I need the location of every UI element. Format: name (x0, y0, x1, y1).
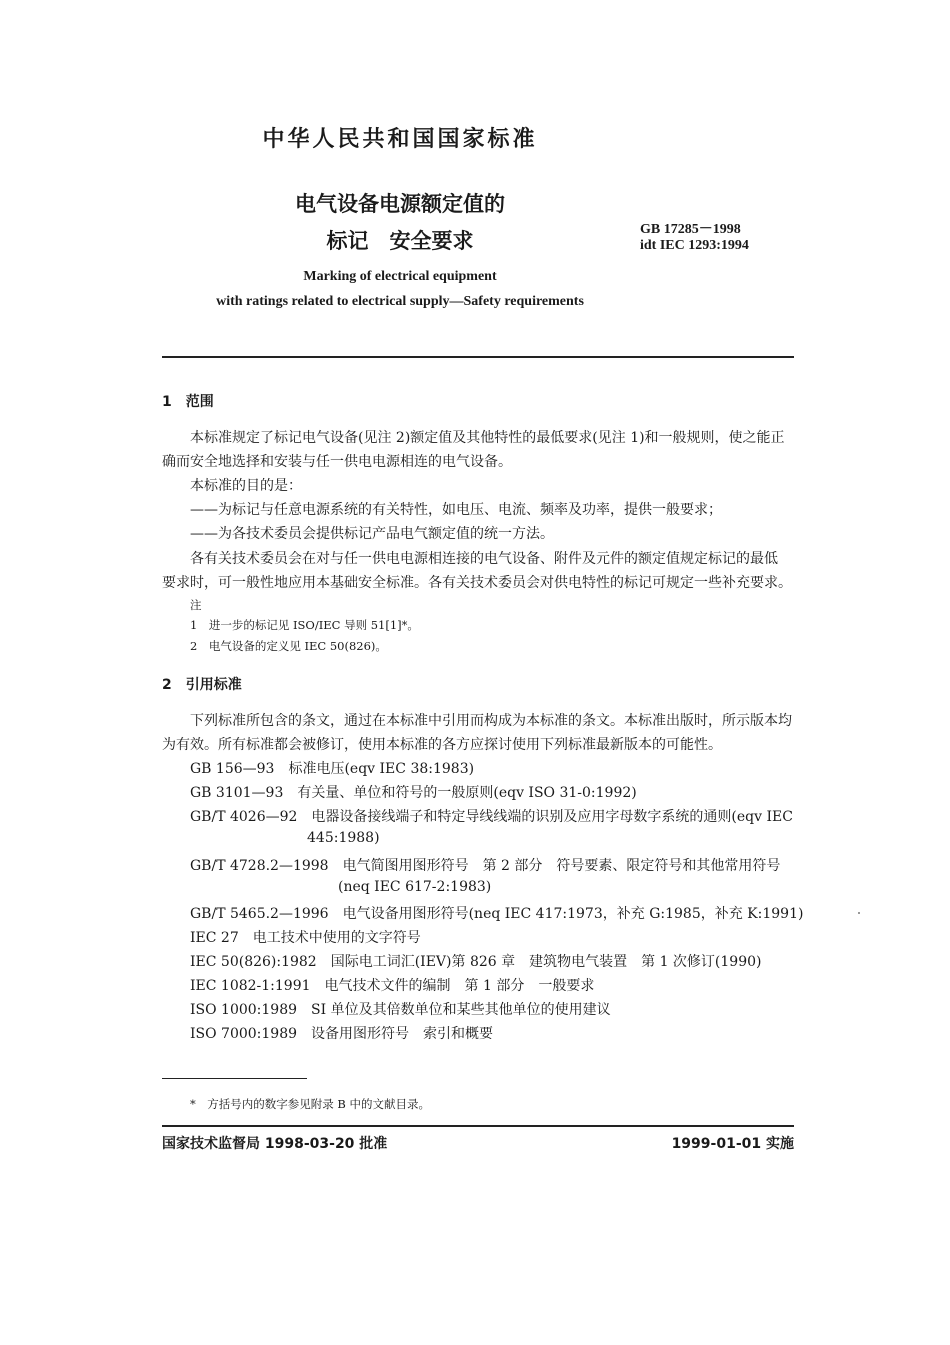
title-cn-line2: 标记 安全要求 (326, 229, 474, 253)
section2-heading: 2 引用标准 (162, 677, 242, 693)
section2-para-line2: 为有效。所有标准都会被修订，使用本标准的各方应探讨使用下列标准最新版本的可能性。 (162, 737, 722, 753)
footnote: * 方括号内的数字参见附录 B 中的文献目录。 (190, 1097, 431, 1111)
ref-iso1000: ISO 1000:1989 SI 单位及其倍数单位和某些其他单位的使用建议 (190, 1002, 611, 1018)
title-en-line2: with ratings related to electrical supply—Safety requirements (216, 294, 584, 309)
ref-gbt4026: GB/T 4026—92 电器设备接线端子和特定导线线端的识别及应用字母数字系统的通则(eqv IEC (190, 809, 793, 825)
section1-para3-line2: 要求时，可一般性地应用本基础安全标准。各有关技术委员会对供电特性的标记可规定一些补充要求。 (162, 575, 792, 591)
ref-gb156: GB 156—93 标准电压(eqv IEC 38:1983) (190, 761, 475, 777)
footer-rule (162, 1125, 794, 1127)
idt-code: idt IEC 1293:1994 (640, 238, 749, 253)
standard-type-title: 中华人民共和国国家标准 (262, 127, 538, 152)
section1-para1-line2: 确而安全地选择和安装与任一供电电源相连的电气设备。 (162, 454, 512, 470)
footnote-rule (162, 1078, 307, 1079)
speck (858, 912, 860, 914)
title-en-line1: Marking of electrical equipment (303, 269, 497, 284)
note-1: 1 进一步的标记见 ISO/IEC 导则 51[1]*。 (190, 618, 419, 632)
section1-bullet2: ——为各技术委员会提供标记产品电气额定值的统一方法。 (190, 526, 554, 542)
note-2: 2 电气设备的定义见 IEC 50(826)。 (190, 639, 387, 653)
ref-gbt5465: GB/T 5465.2—1996 电气设备用图形符号(neq IEC 417:1973，补充 G:1985，补充 K:1991) (190, 906, 804, 922)
ref-iec27: IEC 27 电工技术中使用的文字符号 (190, 930, 421, 946)
section1-heading: 1 范围 (162, 394, 214, 410)
approval-date: 国家技术监督局 1998-03-20 批准 (162, 1136, 388, 1152)
ref-gbt4728-cont: (neq IEC 617-2:1983) (338, 879, 492, 895)
ref-gb3101: GB 3101—93 有关量、单位和符号的一般原则(eqv ISO 31-0:1992) (190, 785, 637, 801)
ref-iec1082: IEC 1082-1:1991 电气技术文件的编制 第 1 部分 一般要求 (190, 978, 595, 994)
title-cn-line1: 电气设备电源额定值的 (295, 192, 505, 216)
note-label: 注 (190, 598, 202, 612)
section1-para3-line1: 各有关技术委员会在对与任一供电电源相连接的电气设备、附件及元件的额定值规定标记的最低 (190, 551, 778, 567)
gb-code: GB 17285－1998 (640, 222, 741, 237)
ref-gbt4026-cont: 445:1988) (307, 830, 380, 846)
header-rule (162, 356, 794, 358)
ref-iso7000: ISO 7000:1989 设备用图形符号 索引和概要 (190, 1026, 494, 1042)
section2-para-line1: 下列标准所包含的条文，通过在本标准中引用而构成为本标准的条文。本标准出版时，所示版本均 (190, 713, 792, 729)
section1-para1-line1: 本标准规定了标记电气设备(见注 2)额定值及其他特性的最低要求(见注 1)和一般规则，使之能正 (190, 430, 785, 446)
ref-gbt4728: GB/T 4728.2—1998 电气简图用图形符号 第 2 部分 符号要素、限定符号和其他常用符号 (190, 858, 781, 874)
effective-date: 1999-01-01 实施 (671, 1136, 794, 1152)
section1-para2: 本标准的目的是： (190, 478, 302, 494)
ref-iec50: IEC 50(826):1982 国际电工词汇(IEV)第 826 章 建筑物电气装置 第 1 次修订(1990) (190, 954, 762, 970)
section1-bullet1: ——为标记与任意电源系统的有关特性，如电压、电流、频率及功率，提供一般要求； (190, 502, 722, 518)
